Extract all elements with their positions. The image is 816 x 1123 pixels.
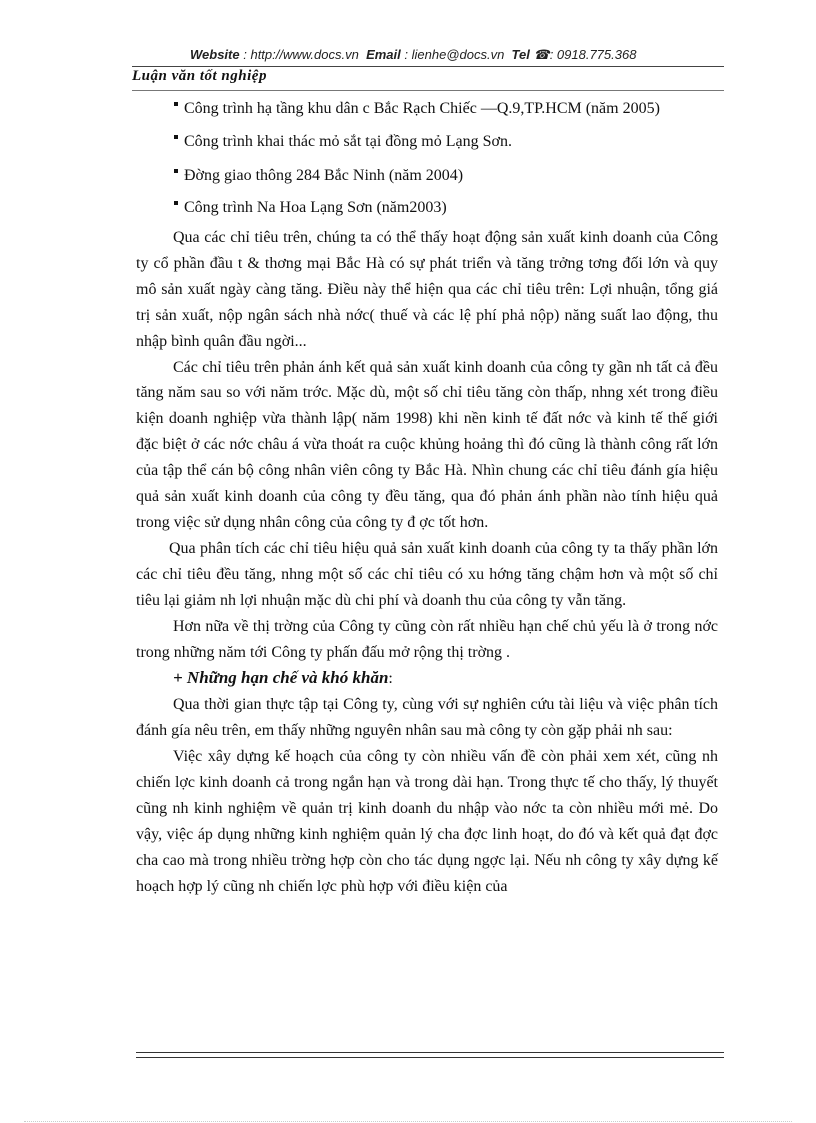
email-value: : lienhe@docs.vn bbox=[404, 47, 505, 62]
paragraph: Qua các chỉ tiêu trên, chúng ta có thể thấy hoạt động sản xuất kinh doanh của Công ty cổ phần đầu t & thơng mại Bắc Hà có sự phát triển và tăng trởng tơng đối lớn và quy mô sản xuất ngày càng tăng. Điều này thể hiện qua các chỉ tiêu trên: Lợi nhuận, tổng giá trị sản xuất, nộp ngân sách nhà nớc( thuế và các lệ phí phả nộp) năng suất lao động, thu nhập bình quân đầu ngời... bbox=[136, 229, 718, 350]
paragraph: Qua phân tích các chỉ tiêu hiệu quả sản xuất kinh doanh của công ty ta thấy phần lớn các chỉ tiêu đều tăng, nhng một số các chỉ tiêu có xu hớng tăng chậm hơn và một số chỉ tiêu lại giảm nh lợi nhuận mặc dù chi phí và doanh thu của công ty vẫn tăng. bbox=[136, 539, 718, 609]
website-value: : http://www.docs.vn bbox=[243, 47, 359, 62]
footer-rule-top bbox=[136, 1052, 724, 1053]
list-item: Công trình Na Hoa Lạng Sơn (năm2003) bbox=[174, 199, 447, 217]
website-label: Website bbox=[190, 47, 240, 62]
bullet-icon bbox=[174, 102, 178, 106]
bullet-icon bbox=[174, 169, 178, 173]
header-rule-bottom bbox=[132, 90, 724, 91]
bullet-icon bbox=[174, 135, 178, 139]
paragraph: Việc xây dựng kế hoạch của công ty còn nhiều vấn đề còn phải xem xét, cũng nh chiến lợc kinh doanh cả trong ngắn hạn và trong dài hạn. Trong thực tế cho thấy, lý thuyết cũng nh kinh nghiệm về quản trị kinh doanh du nhập vào nớc ta còn nhiều mới mẻ. Do vậy, việc áp dụng những kinh nghiệm quản lý cha đợc linh hoạt, do đó và kết quả đạt đợc cha cao mà trong nhiều trờng hợp còn cho tác dụng ngợc lại. Nếu nh công ty xây dựng kế hoạch hợp lý cũng nh chiến lợc phù hợp với điều kiện của bbox=[136, 748, 718, 895]
header-rule-top bbox=[132, 66, 724, 67]
paragraph: Hơn nữa về thị trờng của Công ty cũng còn rất nhiều hạn chế chủ yếu là ở trong nớc trong những năm tới Công ty phấn đấu mở rộng thị trờng . bbox=[136, 617, 718, 661]
list-item: Đờng giao thông 284 Bắc Ninh (năm 2004) bbox=[174, 167, 463, 185]
list-item: Công trình hạ tầng khu dân c Bắc Rạch Chiếc —Q.9,TP.HCM (năm 2005) bbox=[174, 100, 660, 118]
body-text bbox=[136, 225, 718, 900]
paragraph: Qua thời gian thực tập tại Công ty, cùng với sự nghiên cứu tài liệu và việc phân tích đánh gía nêu trên, em thấy những nguyên nhân sau mà công ty còn gặp phải nh sau: bbox=[136, 696, 718, 740]
list-item: Công trình khai thác mỏ sắt tại đồng mỏ Lạng Sơn. bbox=[174, 133, 512, 151]
website-header bbox=[190, 47, 636, 63]
email-label: Email bbox=[366, 47, 401, 62]
subheading-text: + Những hạn chế và khó khăn bbox=[173, 668, 389, 688]
phone-icon: ☎ bbox=[533, 47, 550, 62]
page-edge-divider bbox=[24, 1121, 792, 1122]
footer-rule-bottom bbox=[136, 1057, 724, 1058]
document-title: Luận văn tốt nghiệp bbox=[132, 68, 267, 84]
tel-label: Tel bbox=[511, 47, 530, 62]
section-subheading: + Những hạn chế và khó khăn: bbox=[173, 668, 393, 688]
bullet-icon bbox=[174, 201, 178, 205]
paragraph: Các chỉ tiêu trên phản ánh kết quả sản xuất kinh doanh của công ty gần nh tất cả đều tăng năm sau so với năm trớc. Mặc dù, một số chỉ tiêu tăng còn thấp, nhng xét trong điều kiện doanh nghiệp vừa thành lập( năm 1998) khi nền kinh tế đất nớc và kinh tế thế giới đặc biệt ở các nớc châu á vừa thoát ra cuộc khủng hoảng thì đó cũng là thành công rất lớn của tập thể cán bộ công nhân viên công ty Bắc Hà. Nhìn chung các chỉ tiêu đánh gía hiệu quả sản xuất kinh doanh của công ty đều tăng, qua đó phản ánh phần nào tính hiệu quả trong việc sử dụng nhân công của công ty đ ợc tốt hơn. bbox=[136, 358, 718, 531]
tel-value: : 0918.775.368 bbox=[549, 47, 637, 62]
